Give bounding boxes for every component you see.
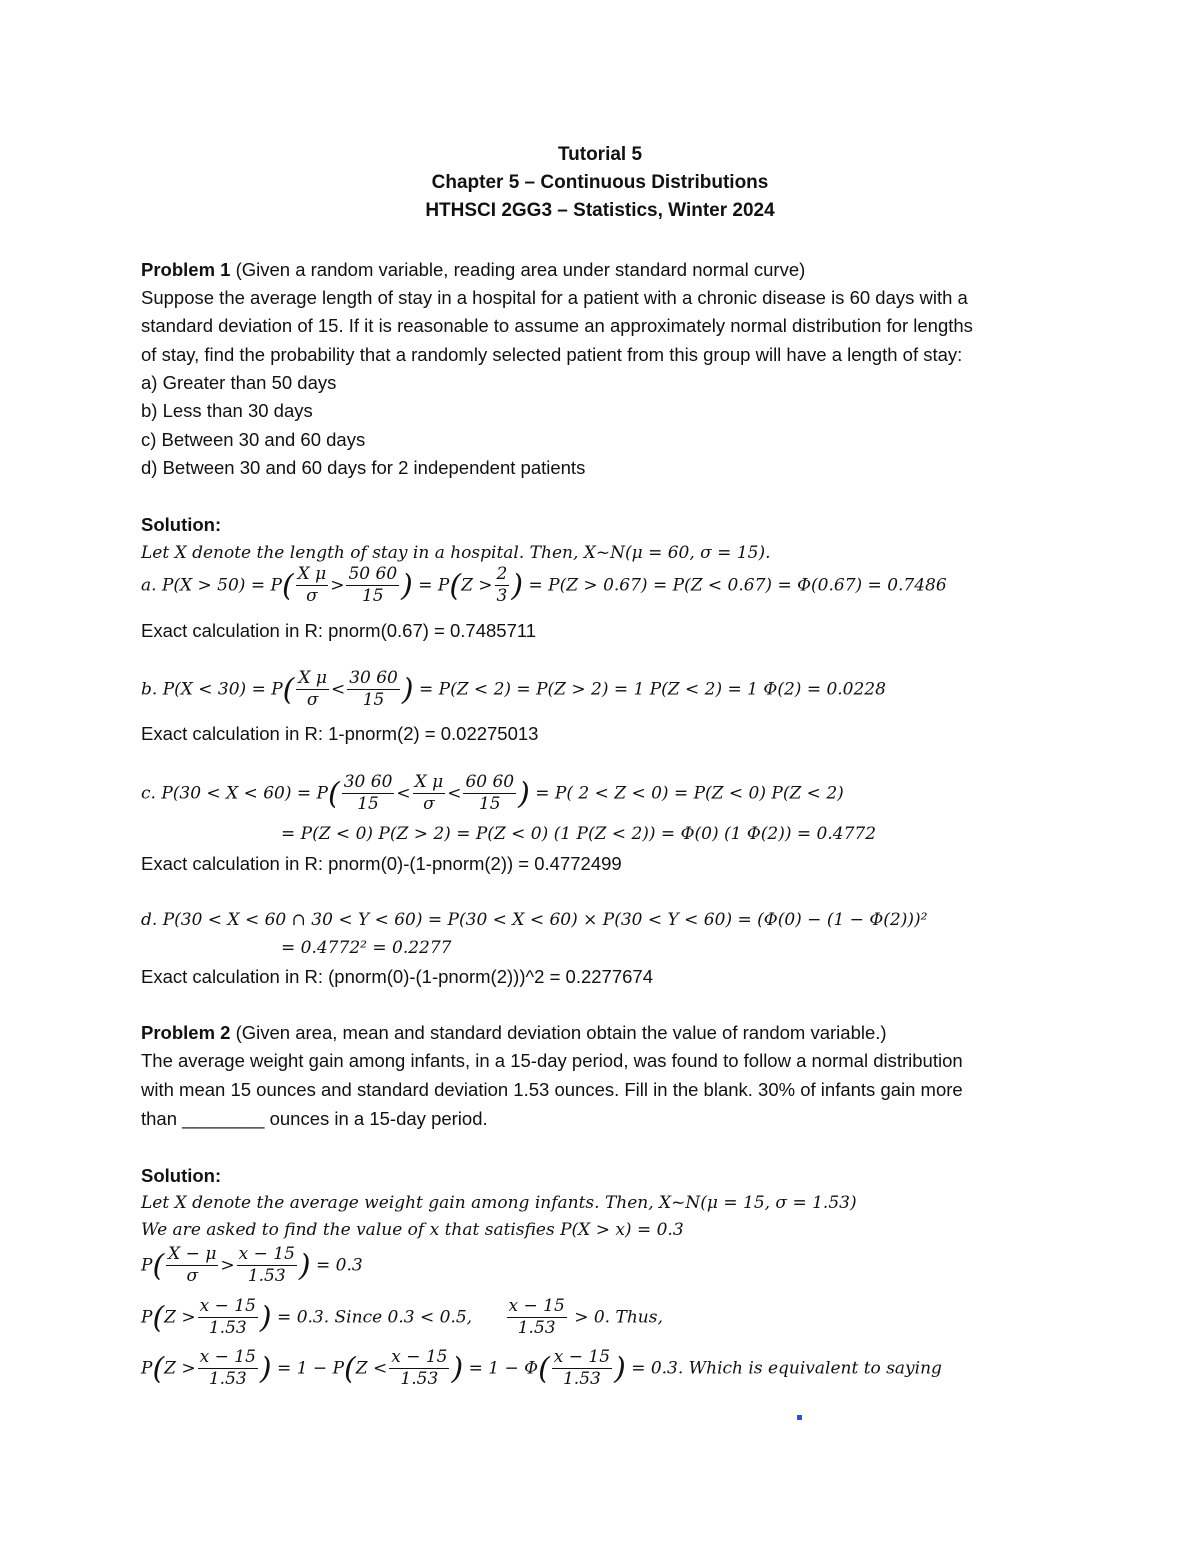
fraction: $\frac{60 60}{15}$ — [465, 772, 515, 815]
cursor-marker — [797, 1415, 802, 1420]
fraction: $\frac{X - \mu}{\sigma}$ — [168, 1244, 217, 1287]
fraction: $\frac{x - 15}{1.53}$ — [199, 1347, 256, 1390]
doc-title: Tutorial 5 — [557, 144, 643, 165]
problem2-eq2: P(Z > $\frac{x - 15}{1.53}$ ) = 0.3. Since 0.3 < 0.5, $\frac{x - 15}{1.53}$ > 0. Thus, — [141, 1296, 663, 1339]
problem2-text-line: than ________ ounces in a 15-day period. — [141, 1108, 488, 1129]
fraction: $\frac{x - 15}{1.53}$ — [391, 1347, 448, 1390]
exact-calc-d: Exact calculation in R: (pnorm(0)-(1-pnorm(2)))^2 = 0.2277674 — [141, 966, 653, 987]
fraction: $\frac{30 60}{15}$ — [343, 772, 393, 815]
chapter-title: Chapter 5 – Continuous Distributions — [431, 172, 769, 193]
problem1-label: Problem 1 — [141, 259, 231, 280]
problem2-label: Problem 2 — [141, 1022, 231, 1043]
fraction: $\frac{x - 15}{1.53}$ — [238, 1244, 295, 1287]
problem1-solution-intro: Let X denote the length of stay in a hospital. Then, X~N(μ = 60, σ = 15). — [141, 543, 771, 563]
problem2-eq1: P( $\frac{X - \mu}{\sigma}$ > $\frac{x - 15}{1.53}$ ) = 0.3 — [141, 1244, 363, 1287]
eq-a-tail: = P(Z > 0.67) = P(Z < 0.67) = Φ(0.67) = 0.7486 — [528, 575, 947, 596]
fraction: $\frac{30 60}{15}$ — [349, 668, 398, 711]
problem2-solution-label: Solution: — [141, 1165, 222, 1186]
course-title: HTHSCI 2GG3 – Statistics, Winter 2024 — [425, 200, 775, 221]
problem1-text-line: of stay, find the probability that a randomly selected patient from this group will have a length of stay: — [141, 344, 963, 365]
problem2-text-line: with mean 15 ounces and standard deviation 1.53 ounces. Fill in the blank. 30% of infants gain more — [141, 1079, 963, 1100]
problem1-part-b: b) Less than 30 days — [141, 400, 313, 421]
fraction: $\frac{50 60}{15}$ — [348, 564, 398, 607]
fraction: $\frac{\text{X μ}}{\sigma}$ — [414, 772, 444, 815]
problem1-part-d: d) Between 30 and 60 days for 2 independent patients — [141, 457, 586, 478]
eq-a-lead: a. P(X > 50) = P — [141, 575, 282, 596]
problem1-text-line: Suppose the average length of stay in a hospital for a patient with a chronic disease is 60 days with a — [141, 287, 968, 308]
problem1-topic: (Given a random variable, reading area under standard normal curve) — [235, 259, 806, 280]
equation-b: b. P(X < 30) = P( $\frac{\text{X μ}}{\sigma}$ < $\frac{30 60}{15}$ ) = P(Z < 2) = P(Z > 2) = 1 P(Z < 2) = 1 Φ(2) = 0.0228 — [141, 668, 886, 711]
problem2-intro2: We are asked to find the value of x that satisfies P(X > x) = 0.3 — [141, 1220, 684, 1240]
equation-c: c. P(30 < X < 60) = P( $\frac{30 60}{15}$ < $\frac{\text{X μ}}{\sigma}$ < $\frac{60 60}{15}$ ) = P( 2 < Z < 0) = P(Z < 0) P(Z < 2) — [141, 772, 844, 815]
exact-calc-b: Exact calculation in R: 1-pnorm(2) = 0.02275013 — [141, 723, 539, 744]
equation-d: d. P(30 < X < 60 ∩ 30 < Y < 60) = P(30 < X < 60) × P(30 < Y < 60) = (Φ(0) − (1 − Φ(2)))² — [141, 910, 928, 930]
problem2-eq3: P(Z > $\frac{x - 15}{1.53}$ ) = 1 − P(Z < $\frac{x - 15}{1.53}$ ) = 1 − Φ( $\frac{x - 15}{1.53}$ ) = 0.3. Which is equivalent to saying — [141, 1347, 942, 1390]
problem2-text-line: The average weight gain among infants, in a 15-day period, was found to follow a normal distribution — [141, 1050, 963, 1071]
fraction: $\frac{x - 15}{1.53}$ — [199, 1296, 256, 1339]
fraction: $\frac{x - 15}{1.53}$ — [553, 1347, 611, 1390]
problem1-text-line: standard deviation of 15. If it is reasonable to assume an approximately normal distribution for lengths — [141, 315, 973, 336]
equation-a: a. P(X > 50) = P( $\frac{\text{X μ}}{\sigma}$ > $\frac{50 60}{15}$ ) = P(Z > $\frac{2}{3}$ ) = P(Z > 0.67) = P(Z < 0.67) = Φ(0.67) = 0.7486 — [141, 564, 947, 607]
problem1-part-c: c) Between 30 and 60 days — [141, 429, 366, 450]
problem1-part-a: a) Greater than 50 days — [141, 372, 337, 393]
exact-calc-a: Exact calculation in R: pnorm(0.67) = 0.7485711 — [141, 620, 537, 641]
problem2-intro1: Let X denote the average weight gain among infants. Then, X~N(μ = 15, σ = 1.53) — [141, 1193, 857, 1213]
exact-calc-c: Exact calculation in R: pnorm(0)-(1-pnorm(2)) = 0.4772499 — [141, 853, 622, 874]
problem2-topic: (Given area, mean and standard deviation obtain the value of random variable.) — [235, 1022, 887, 1043]
fraction: $\frac{x - 15}{1.53}$ — [508, 1296, 565, 1339]
equation-c-line2: = P(Z < 0) P(Z > 2) = P(Z < 0) (1 P(Z < 2)) = Φ(0) (1 Φ(2)) = 0.4772 — [281, 824, 877, 844]
equation-d-line2: = 0.4772² = 0.2277 — [281, 938, 452, 958]
fraction: $\frac{2}{3}$ — [496, 564, 508, 607]
problem1-heading — [141, 259, 805, 281]
fraction: $\frac{\text{X μ}}{\sigma}$ — [298, 668, 327, 711]
problem1-solution-label: Solution: — [141, 514, 222, 535]
fraction: $\frac{\text{X μ}}{\sigma}$ — [297, 564, 327, 607]
problem2-heading — [141, 1022, 887, 1044]
